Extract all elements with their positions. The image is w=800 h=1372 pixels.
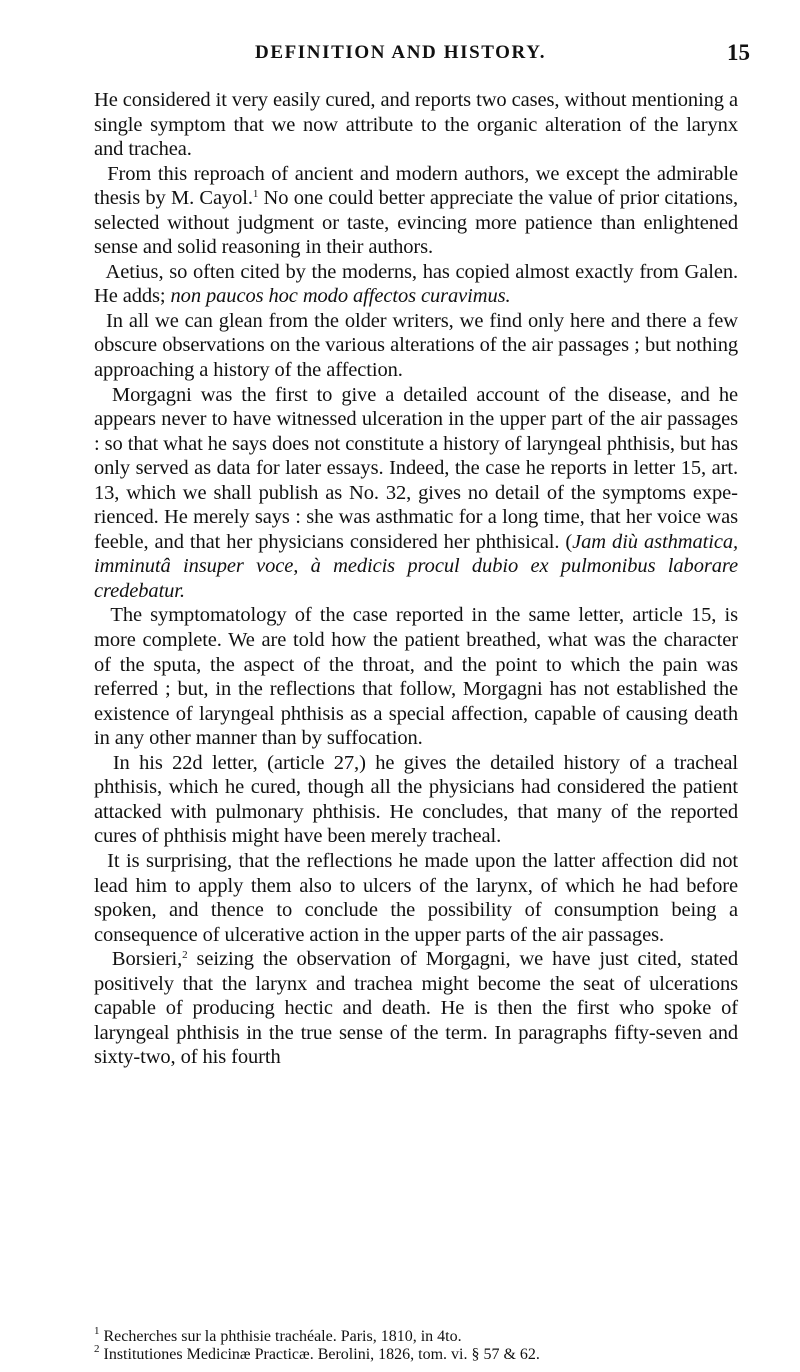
paragraph xyxy=(94,383,738,604)
paragraph-text: Aetius, so often cited by the moderns, has copied almost exactly from Galen. He adds; xyxy=(94,260,738,308)
footnote-mark: 1 xyxy=(94,1325,100,1337)
paragraph xyxy=(94,603,738,750)
footnote-ref[interactable]: 2 xyxy=(182,949,188,962)
paragraph-text: He considered it very easily cured, and reports two cases, without mentioning a single symptom that we now attribute to the organic alteration of the larynx and trachea. xyxy=(94,89,738,161)
footnote-1 xyxy=(94,1325,754,1346)
paragraph-text: In all we can glean from the older writers, we find only here and there a few obscure observations on the various alterations of the air passages ; but nothing approaching a history of the affection. xyxy=(94,309,738,382)
body-text xyxy=(94,88,738,1070)
footnotes xyxy=(94,1325,754,1364)
paragraph xyxy=(94,309,738,383)
page-number: 15 xyxy=(727,40,750,65)
paragraph-text: seizing the observation of Morgagni, we have just cited, stated positively that the larynx and trachea might become the seat of ulcerations capable of producing hectic and death. He is then the first who spoke of laryngeal phthisis in the true sense of the term. In paragraphs fifty-seven and sixty-two, of his fourth xyxy=(94,948,738,1069)
latin-quote: non paucos hoc modo affectos curavimus. xyxy=(170,285,511,308)
paragraph xyxy=(94,947,738,1070)
footnote-text: Recherches sur la phthisie trachéale. Paris, 1810, in 4to. xyxy=(99,1328,462,1345)
paragraph-text: In his 22d letter, (article 27,) he gives the detailed history of a tracheal phthisis, which he cured, though all the physicians had considered the patient attacked with pulmonary phthisis. He concludes, that many of the reported cures of phthisis might have been merely tracheal. xyxy=(94,751,738,848)
footnote-ref[interactable]: 1 xyxy=(252,188,259,201)
paragraph-text: Morgagni was the first to give a detailed account of the disease, and he appears never to have witnessed ulceration in the upper part of the air passages : so that what he says does not constitute a history of laryngeal phthisis, but has only served as data for later essays. Indeed, the case he reports in letter 15, art. 13, which we shall publish as No. 32, gives no detail of the symptoms experienced. He merely says : she was asthmatic for a long time, that her voice was feeble, and that her physicians considered her phthisical. ( xyxy=(94,383,738,553)
latin-quote: Jam diù asthmatica, imminutâ insuper voce, à medicis procul dubio ex pulmonibus laborare credebatur. xyxy=(94,530,738,602)
footnote-mark: 2 xyxy=(94,1343,100,1355)
paragraph-text: The symptomatology of the case reported in the same letter, article 15, is more complete. We are told how the patient breathed, what was the character of the sputa, the aspect of the throat, and the point to which the pain was referred ; but, in the reflections that follow, Morgagni has not established the existence of laryngeal phthisis as a special affection, capable of causing death in any other manner than by suffocation. xyxy=(94,604,738,750)
running-title: DEFINITION AND HISTORY. xyxy=(255,42,547,63)
paragraph-text: Borsieri, xyxy=(111,948,183,971)
paragraph xyxy=(94,162,738,260)
paragraph-text: From this reproach of ancient and modern authors, we except the admirable thesis by M. Cayol. xyxy=(94,162,738,210)
footnote-2 xyxy=(94,1343,754,1364)
paragraph-text: It is surprising, that the reflections he made upon the latter affection did not lead him to apply them also to ulcers of the larynx, of which he had before spoken, and thence to conclude the possibility of consumption being a consequence of ulcerative action in the upper parts of the air passages. xyxy=(94,849,738,946)
paragraph xyxy=(94,88,738,162)
paragraph xyxy=(94,751,738,849)
footnote-text: Institutiones Medicinæ Practicæ. Berolini, 1826, tom. vi. § 57 & 62. xyxy=(99,1346,540,1363)
paragraph xyxy=(94,849,738,947)
paragraph-text: No one could better appreciate the value of prior citations, selected without judgment or taste, evincing more patience than enlightened sense and solid reasoning in their authors. xyxy=(94,187,738,259)
paragraph xyxy=(94,260,738,309)
